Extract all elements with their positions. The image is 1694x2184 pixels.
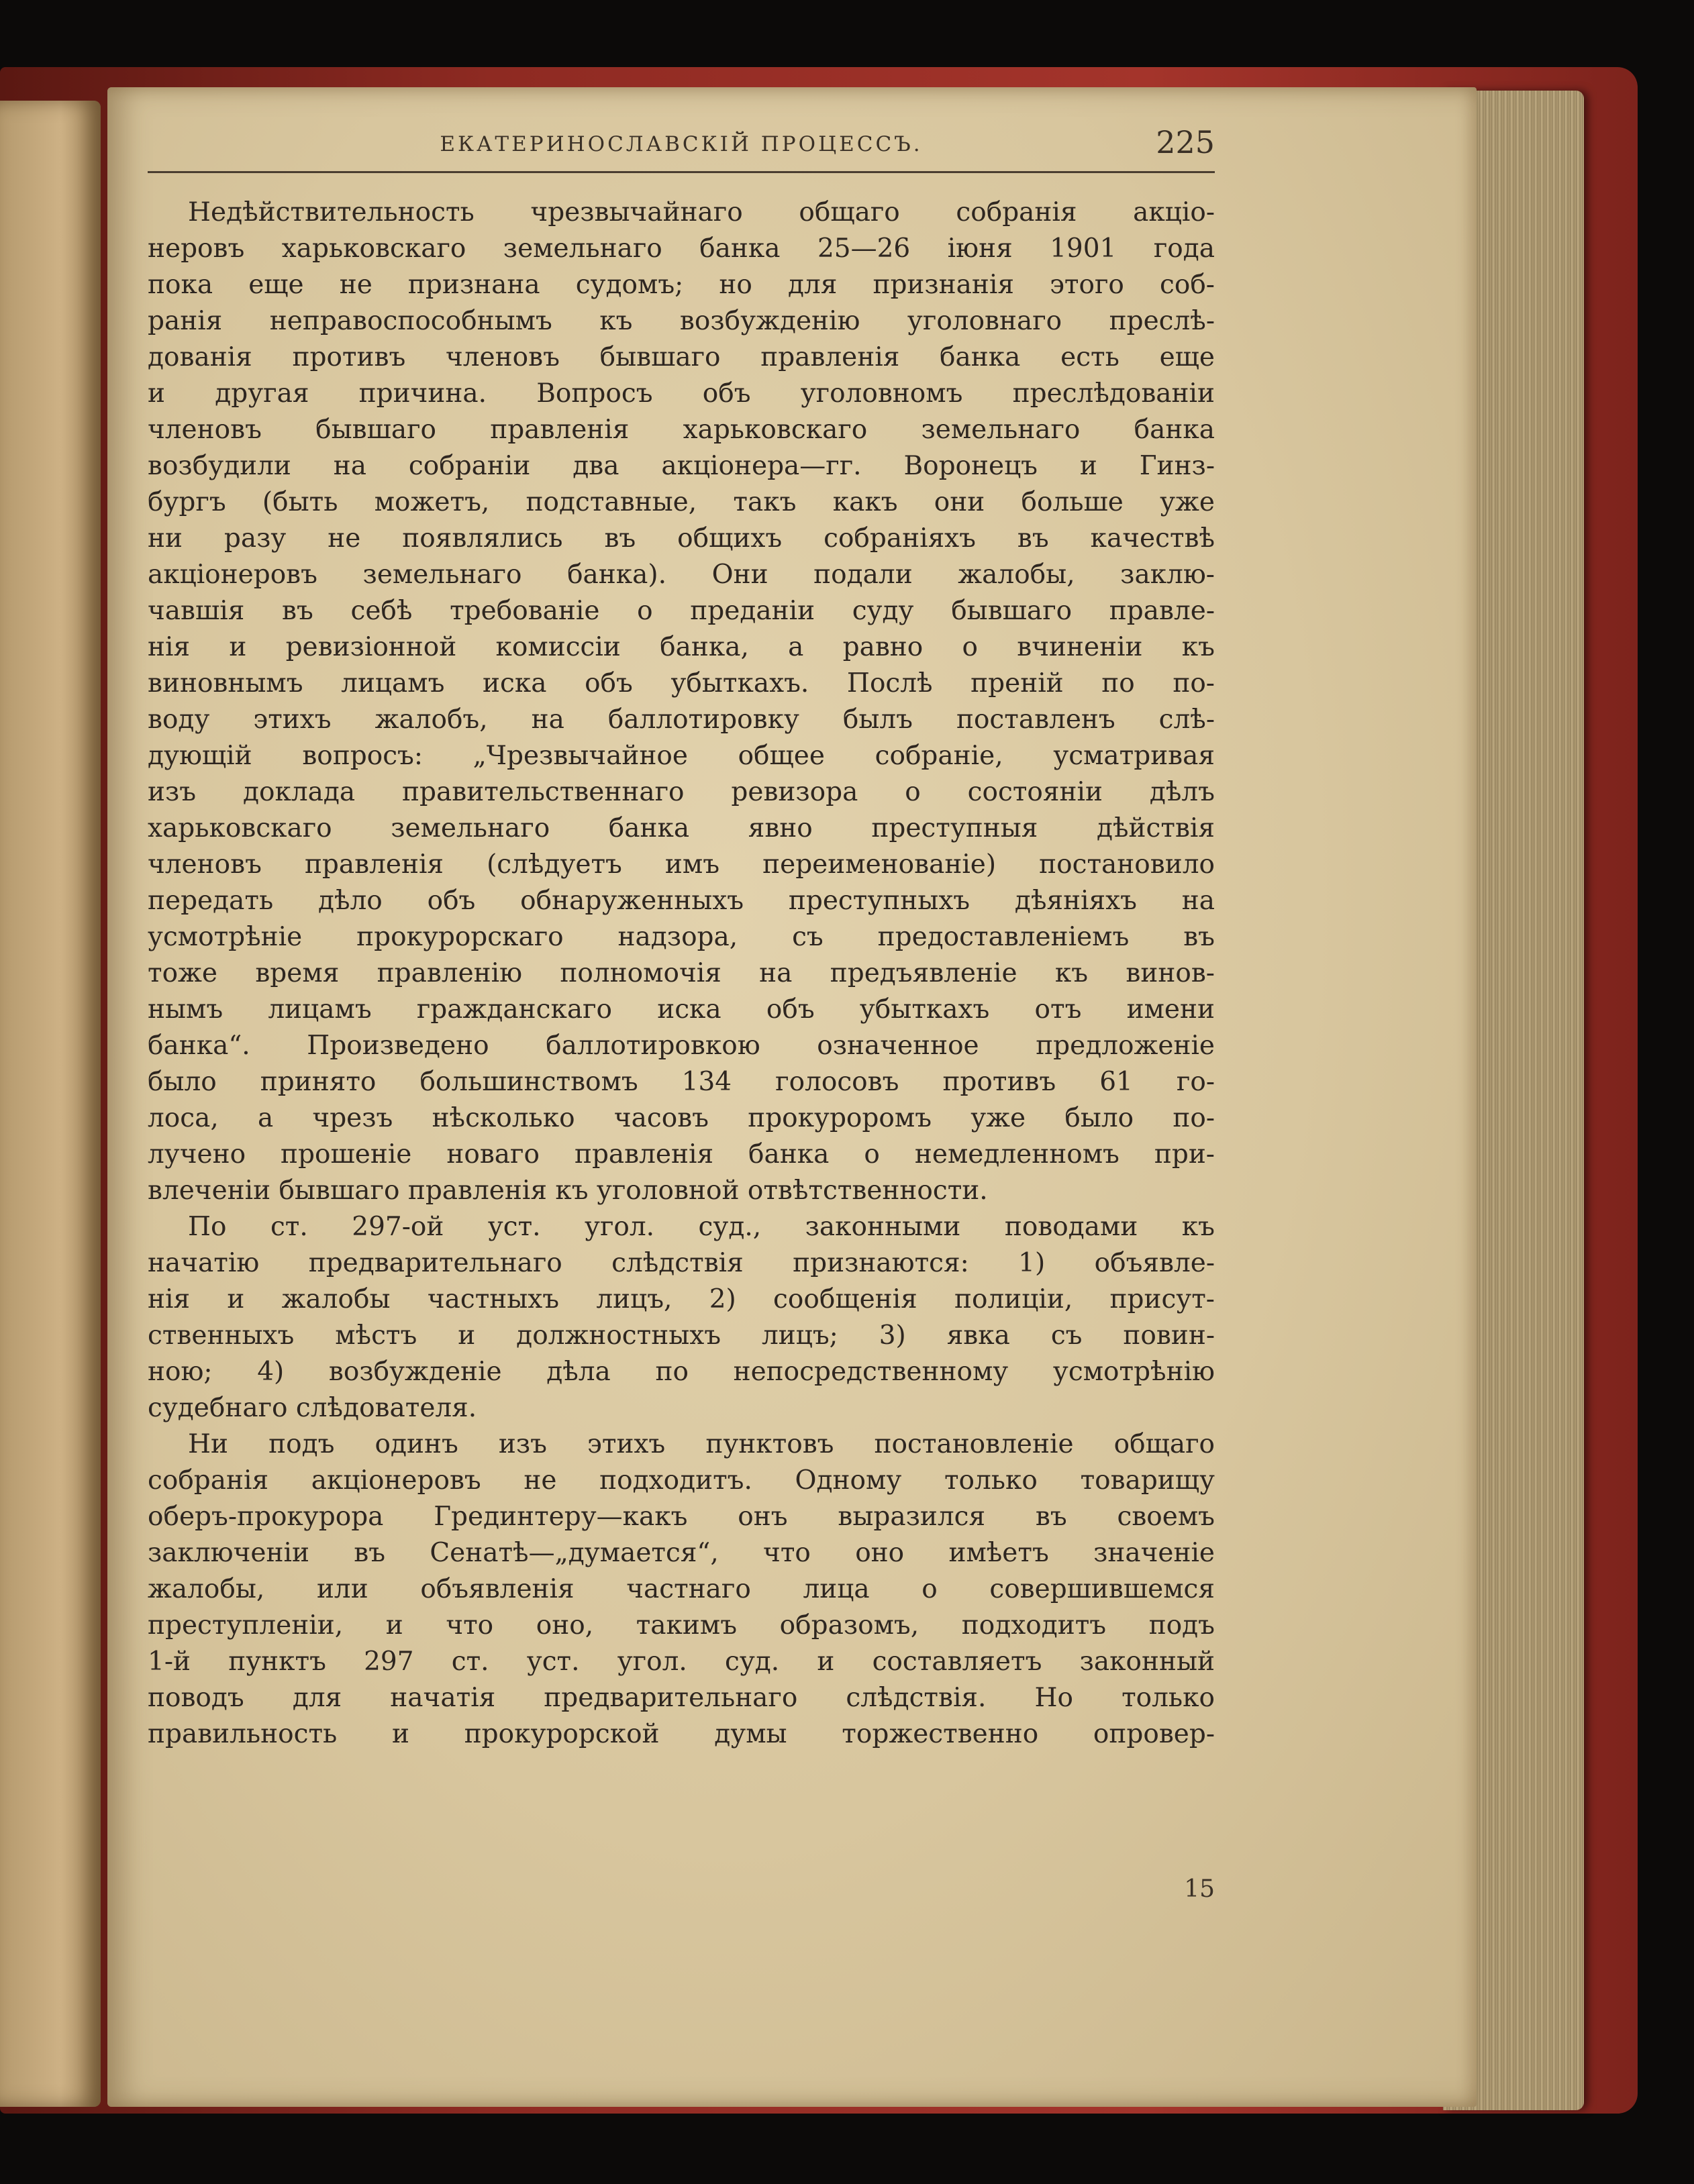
text-line: усмотрѣніе прокурорскаго надзора, съ предоставленіемъ въ — [148, 922, 1215, 952]
running-title: ЕКАТЕРИНОСЛАВСКІЙ ПРОЦЕССЪ. — [440, 132, 923, 156]
text-line: членовъ правленія (слѣдуетъ имъ переименованіе) постановило — [148, 849, 1215, 880]
signature-mark: 15 — [1184, 1875, 1215, 1903]
text-line: ранія неправоспособнымъ къ возбужденію уголовнаго преслѣ- — [148, 306, 1215, 336]
text-line: бургъ (быть можетъ, подставные, такъ какъ они больше уже — [148, 487, 1215, 517]
text-line: чавшія въ себѣ требованіе о преданіи суду бывшаго правле- — [148, 596, 1215, 626]
page-header — [148, 124, 1215, 178]
text-line: возбудили на собраніи два акціонера—гг. Воронецъ и Гинз- — [148, 451, 1215, 481]
text-line: Ни подъ одинъ изъ этихъ пунктовъ постановленіе общаго — [188, 1429, 1215, 1459]
text-line: Недѣйствительность чрезвычайнаго общаго собранія акціо- — [188, 197, 1215, 227]
text-line: лучено прошеніе новаго правленія банка о немедленномъ при- — [148, 1139, 1215, 1169]
text-line: заключеніи въ Сенатѣ—„думается“, что оно имѣетъ значеніе — [148, 1538, 1215, 1568]
text-line: банка“. Произведено баллотировкою означенное предложеніе — [148, 1031, 1215, 1061]
header-rule — [148, 171, 1215, 173]
text-line: членовъ бывшаго правленія харьковскаго земельнаго банка — [148, 415, 1215, 445]
text-line: собранія акціонеровъ не подходитъ. Одному только товарищу — [148, 1465, 1215, 1496]
text-line: передать дѣло объ обнаруженныхъ преступныхъ дѣяніяхъ на — [148, 886, 1215, 916]
text-line: дованія противъ членовъ бывшаго правленія банка есть еще — [148, 342, 1215, 372]
text-line: По ст. 297-ой уст. угол. суд., законными поводами къ — [188, 1212, 1215, 1242]
text-line: судебнаго слѣдователя. — [148, 1393, 477, 1423]
text-line: оберъ-прокурора Грединтеру—какъ онъ выразился въ своемъ — [148, 1502, 1215, 1532]
text-line: начатію предварительнаго слѣдствія признаются: 1) объявле- — [148, 1248, 1215, 1278]
body-text — [148, 195, 1215, 1753]
text-line: тоже время правленію полномочія на предъявленіе къ винов- — [148, 958, 1215, 988]
text-line: правильность и прокурорской думы торжественно опровер- — [148, 1719, 1215, 1749]
text-line: воду этихъ жалобъ, на баллотировку былъ поставленъ слѣ- — [148, 705, 1215, 735]
text-line: пока еще не признана судомъ; но для признанія этого соб- — [148, 270, 1215, 300]
text-line: лоса, а чрезъ нѣсколько часовъ прокуроромъ уже было по- — [148, 1103, 1215, 1133]
text-line: нія и жалобы частныхъ лицъ, 2) сообщенія полиціи, присут- — [148, 1284, 1215, 1314]
text-line: неровъ харьковскаго земельнаго банка 25—26 іюня 1901 года — [148, 233, 1215, 264]
text-line: преступленіи, и что оно, такимъ образомъ, подходитъ подъ — [148, 1610, 1215, 1641]
text-line: виновнымъ лицамъ иска объ убыткахъ. Послѣ преній по по- — [148, 668, 1215, 698]
text-line: жалобы, или объявленія частнаго лица о совершившемся — [148, 1574, 1215, 1604]
text-line: нымъ лицамъ гражданскаго иска объ убыткахъ отъ имени — [148, 994, 1215, 1025]
text-line: ственныхъ мѣстъ и должностныхъ лицъ; 3) явка съ повин- — [148, 1320, 1215, 1351]
text-line: ни разу не появлялись въ общихъ собраніяхъ въ качествѣ — [148, 523, 1215, 554]
text-line: нія и ревизіонной комиссіи банка, а равно о вчиненіи къ — [148, 632, 1215, 662]
text-line: 1-й пунктъ 297 ст. уст. угол. суд. и составляетъ законный — [148, 1647, 1215, 1677]
text-line: поводъ для начатія предварительнаго слѣдствія. Но только — [148, 1683, 1215, 1713]
text-line: акціонеровъ земельнаго банка). Они подали жалобы, заклю- — [148, 560, 1215, 590]
text-line: ною; 4) возбужденіе дѣла по непосредственному усмотрѣнію — [148, 1357, 1215, 1387]
text-line: было принято большинствомъ 134 голосовъ противъ 61 го- — [148, 1067, 1215, 1097]
text-line: влеченіи бывшаго правленія къ уголовной отвѣтственности. — [148, 1176, 988, 1206]
text-line: изъ доклада правительственнаго ревизора о состояніи дѣлъ — [148, 777, 1215, 807]
text-line: харьковскаго земельнаго банка явно преступныя дѣйствія — [148, 813, 1215, 843]
text-line: дующій вопросъ: „Чрезвычайное общее собраніе, усматривая — [148, 741, 1215, 771]
page-number: 225 — [1156, 124, 1215, 160]
text-line: и другая причина. Вопросъ объ уголовномъ преслѣдованіи — [148, 378, 1215, 409]
left-page-edge — [0, 101, 101, 2107]
